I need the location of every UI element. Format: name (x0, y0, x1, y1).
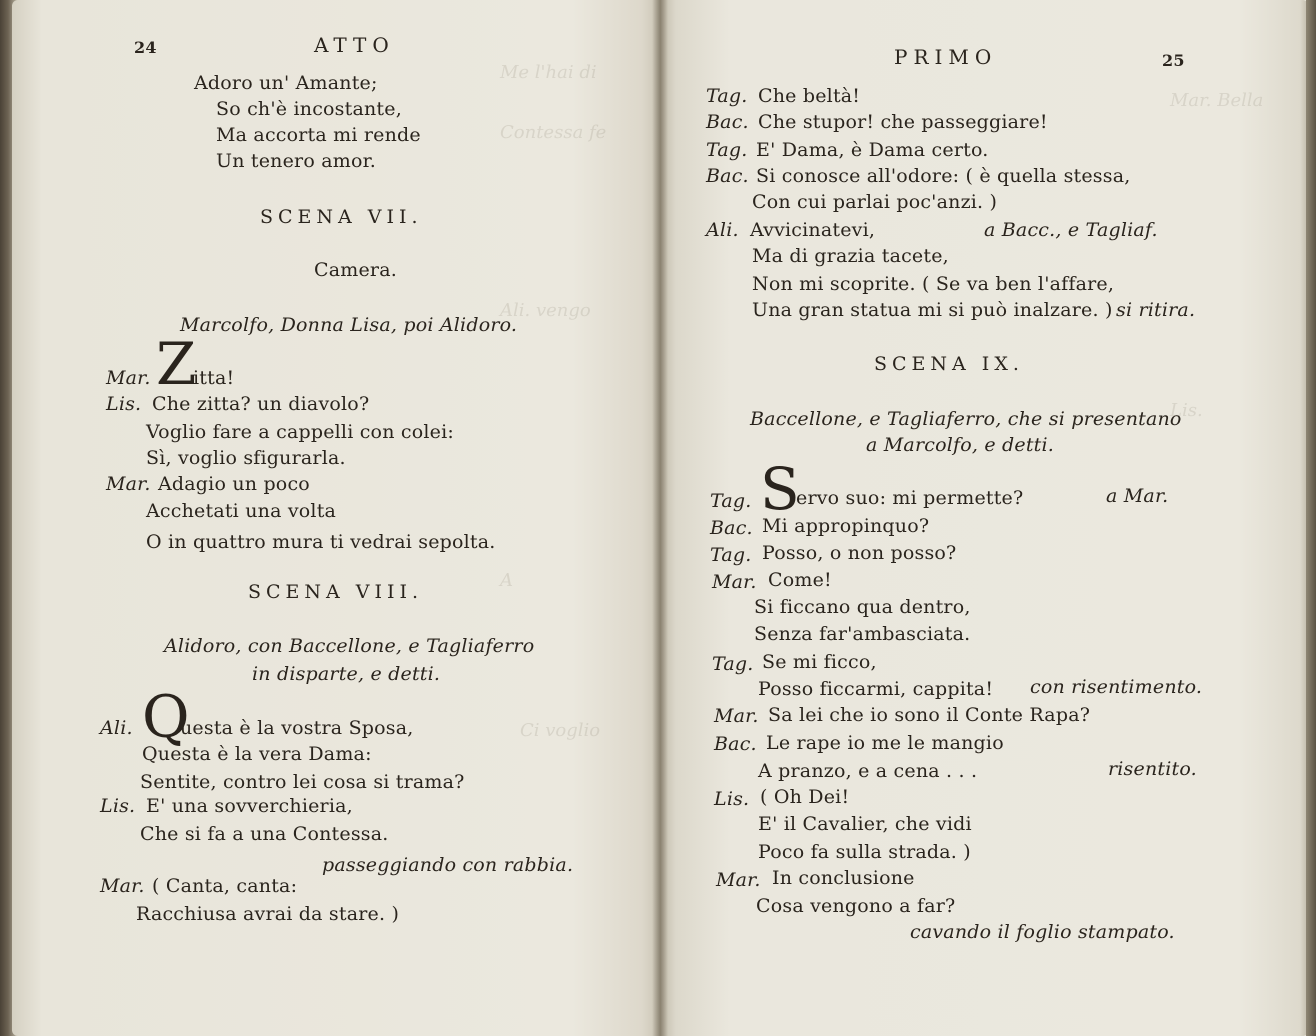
speaker-label: Ali. (706, 219, 739, 241)
drop-cap: Q (142, 683, 190, 751)
speaker-label: Mar. (712, 571, 757, 593)
dialogue-line: Sa lei che io sono il Conte Rapa? (768, 704, 1091, 726)
dialogue-line: Posso, o non posso? (762, 542, 957, 564)
dialogue-line: Si conosce all'odore: ( è quella stessa, (756, 165, 1131, 187)
dialogue-line: Sentite, contro lei cosa si trama? (140, 771, 465, 793)
stage-direction: a Bacc., e Tagliaf. (984, 219, 1158, 241)
dialogue-line: Le rape io me le mangio (766, 732, 1004, 754)
dialogue-line: E' il Cavalier, che vidi (758, 813, 972, 835)
dialogue-line: A pranzo, e a cena . . . (758, 760, 978, 782)
show-through: Lis. (1170, 400, 1203, 421)
scene-characters: in disparte, e detti. (252, 663, 441, 685)
speaker-label: Bac. (706, 111, 749, 133)
drop-cap: S (760, 455, 800, 523)
running-head-right: PRIMO (894, 45, 998, 69)
speaker-label: Tag. (706, 139, 748, 161)
dialogue-line: Senza far'ambasciata. (754, 623, 971, 645)
dialogue-line: Come! (768, 569, 832, 591)
dialogue-line: Adagio un poco (158, 473, 310, 495)
scene-setting: Camera. (314, 259, 397, 281)
page-edge (1306, 0, 1316, 1036)
speaker-label: Mar. (100, 875, 145, 897)
speaker-label: Lis. (106, 393, 142, 415)
dialogue-line: ( Oh Dei! (760, 786, 850, 808)
stage-direction: passeggiando con rabbia. (322, 854, 574, 876)
dialogue-line: Sì, voglio sfigurarla. (146, 447, 346, 469)
show-through: Ali. vengo (500, 300, 591, 321)
speaker-label: Tag. (710, 490, 752, 512)
dialogue-line: Posso ficcarmi, cappita! (758, 678, 994, 700)
aria-line-4: Un tenero amor. (216, 150, 377, 172)
show-through: Ci voglio (520, 720, 601, 741)
page-number-right: 25 (1162, 51, 1185, 70)
running-head-left: ATTO (314, 33, 395, 57)
dialogue-line: Non mi scoprite. ( Se va ben l'affare, (752, 273, 1115, 295)
speaker-label: Tag. (712, 653, 754, 675)
dialogue-line: Ma di grazia tacete, (752, 245, 949, 267)
speaker-label: Bac. (706, 165, 749, 187)
page-number-left: 24 (134, 38, 157, 57)
stage-direction: cavando il foglio stampato. (910, 921, 1175, 943)
dialogue-line: ( Canta, canta: (152, 875, 298, 897)
book-gutter (652, 0, 668, 1036)
speaker-label: Mar. (106, 367, 151, 389)
speaker-label: Mar. (716, 869, 761, 891)
drop-cap: Z (156, 330, 197, 398)
scene-characters: Marcolfo, Donna Lisa, poi Alidoro. (180, 314, 518, 336)
speaker-label: Bac. (714, 733, 757, 755)
speaker-label: Mar. (106, 473, 151, 495)
aria-line-2: So ch'è incostante, (216, 98, 402, 120)
dialogue-line: Che beltà! (758, 85, 861, 107)
speaker-label: Ali. (100, 717, 133, 739)
speaker-label: Tag. (706, 85, 748, 107)
dialogue-line: In conclusione (772, 867, 915, 889)
dialogue-line: Che si fa a una Contessa. (140, 823, 389, 845)
dialogue-line: E' Dama, è Dama certo. (756, 139, 989, 161)
dialogue-line: Cosa vengono a far? (756, 895, 956, 917)
aria-line-3: Ma accorta mi rende (216, 124, 421, 146)
speaker-label: Mar. (714, 705, 759, 727)
stage-direction: con risentimento. (1030, 676, 1203, 698)
show-through: Mar. Bella (1170, 90, 1264, 111)
dialogue-line: Si ficcano qua dentro, (754, 596, 971, 618)
dialogue-line: Poco fa sulla strada. ) (758, 841, 971, 863)
dialogue-line: Mi appropinquo? (762, 515, 930, 537)
scene-characters: a Marcolfo, e detti. (866, 434, 1055, 456)
stage-direction: si ritira. (1116, 299, 1196, 321)
dialogue-line: Una gran statua mi si può inalzare. ) (752, 299, 1113, 321)
dialogue-line: Con cui parlai poc'anzi. ) (752, 191, 998, 213)
dialogue-line: E' una sovverchieria, (146, 795, 353, 817)
show-through: Me l'hai di (500, 62, 597, 83)
dialogue-line: Se mi ficco, (762, 651, 877, 673)
dialogue-line: Che stupor! che passeggiare! (758, 111, 1048, 133)
show-through: Contessa fe (500, 122, 607, 143)
dialogue-line: O in quattro mura ti vedrai sepolta. (146, 531, 496, 553)
dialogue-line: uesta è la vostra Sposa, (180, 717, 414, 739)
scene-characters: Baccellone, e Tagliaferro, che si presentano (750, 408, 1182, 430)
stage-direction: a Mar. (1106, 485, 1169, 507)
dialogue-line: Voglio fare a cappelli con colei: (146, 421, 454, 443)
speaker-label: Lis. (100, 795, 136, 817)
dialogue-line: Che zitta? un diavolo? (152, 393, 370, 415)
dialogue-line: Racchiusa avrai da stare. ) (136, 903, 400, 925)
scene-heading: SCENA VIII. (248, 581, 424, 603)
dialogue-line: Avvicinatevi, (750, 219, 876, 241)
scene-heading: SCENA IX. (874, 353, 1024, 375)
dialogue-line: Acchetati una volta (146, 500, 337, 522)
aria-line-1: Adoro un' Amante; (194, 72, 378, 94)
show-through: A (500, 570, 513, 591)
speaker-label: Tag. (710, 544, 752, 566)
speaker-label: Lis. (714, 788, 750, 810)
dialogue-line: ervo suo: mi permette? (796, 487, 1024, 509)
dialogue-line: Questa è la vera Dama: (142, 743, 372, 765)
scene-characters: Alidoro, con Baccellone, e Tagliaferro (164, 635, 535, 657)
scene-heading: SCENA VII. (260, 206, 423, 228)
speaker-label: Bac. (710, 517, 753, 539)
stage-direction: risentito. (1108, 758, 1197, 780)
dialogue-line: itta! (193, 367, 235, 389)
